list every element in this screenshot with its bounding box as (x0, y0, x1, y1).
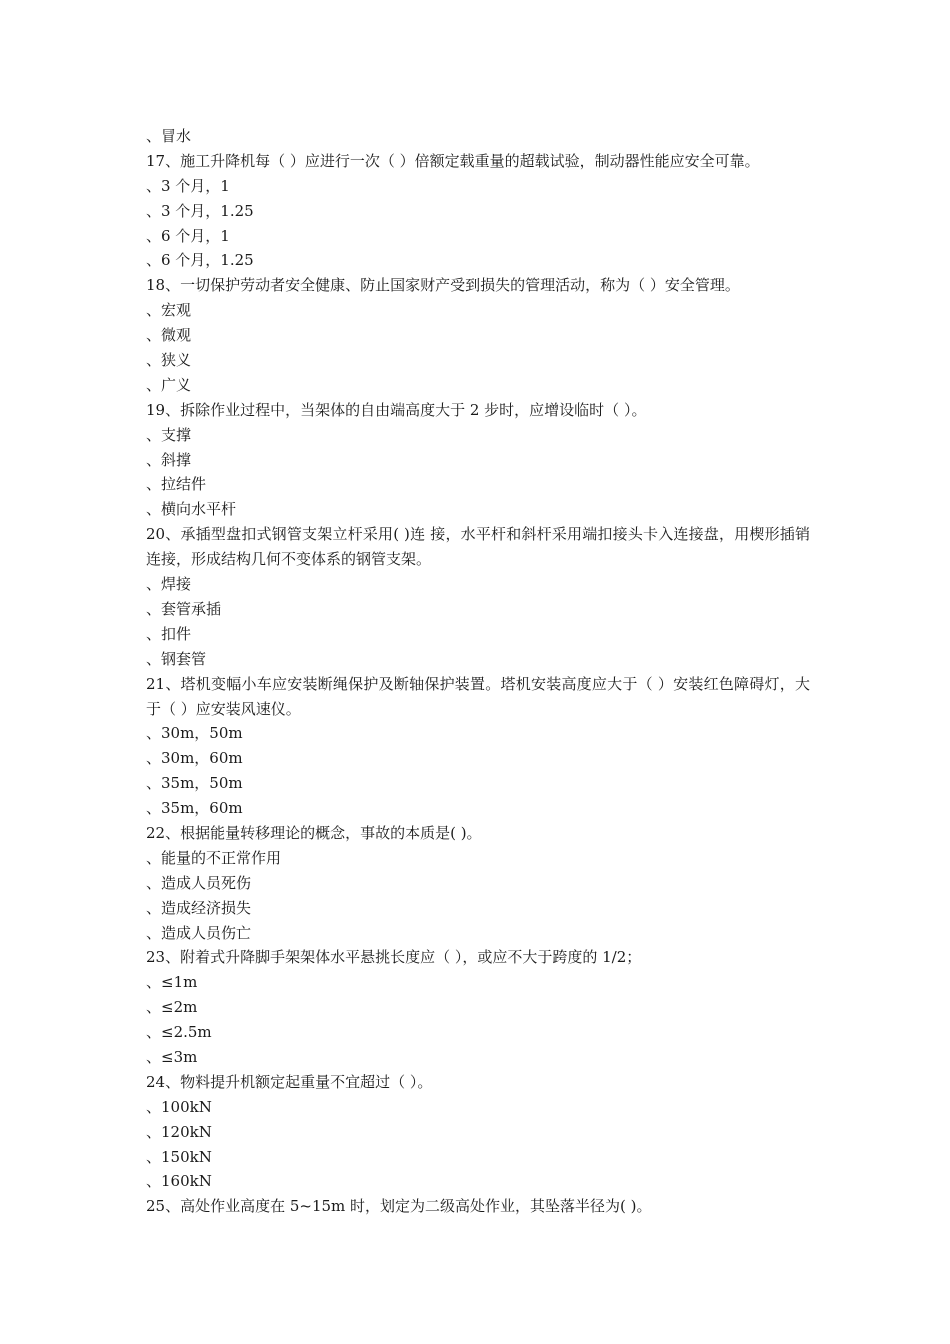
answer-option: 、3 个月，1.25 (146, 201, 254, 220)
answer-option: 、套管承插 (146, 599, 222, 618)
document-body (146, 124, 810, 1219)
answer-option: 、30m，60m (146, 749, 243, 768)
answer-option: 、造成人员伤亡 (146, 923, 252, 942)
answer-option: 、≤1m (146, 973, 198, 992)
question-text: 22、根据能量转移理论的概念，事故的本质是( )。 (146, 823, 482, 842)
answer-option: 、3 个月，1 (146, 176, 230, 195)
answer-option: 、冒水 (146, 127, 192, 145)
answer-option: 、横向水平杆 (146, 500, 237, 519)
answer-option: 、35m，50m (146, 774, 243, 793)
answer-option: 、≤3m (146, 1047, 198, 1066)
answer-option: 、30m，50m (146, 724, 243, 743)
answer-option: 、焊接 (146, 575, 192, 594)
question-text: 20、承插型盘扣式钢管支架立杆采用( )连 接，水平杆和斜杆采用端扣接头卡入连接盘，用楔形插销连接，形成结构几何不变体系的钢管支架。 (146, 525, 810, 569)
question-text: 19、拆除作业过程中，当架体的自由端高度大于 2 步时，应增设临时（ ）。 (146, 400, 647, 419)
answer-option: 、100kN (146, 1097, 212, 1116)
answer-option: 、6 个月，1 (146, 226, 230, 245)
answer-option: 、广义 (146, 375, 192, 394)
answer-option: 、造成经济损失 (146, 898, 252, 917)
answer-option: 、拉结件 (146, 475, 207, 494)
question-text: 23、附着式升降脚手架架体水平悬挑长度应（ ），或应不大于跨度的 1/2； (146, 948, 642, 967)
answer-option: 、钢套管 (146, 649, 207, 668)
answer-option: 、120kN (146, 1122, 212, 1141)
answer-option: 、扣件 (146, 624, 192, 643)
answer-option: 、微观 (146, 326, 192, 345)
answer-option: 、≤2.5m (146, 1023, 212, 1042)
answer-option: 、35m，60m (146, 799, 243, 818)
answer-option: 、宏观 (146, 301, 192, 320)
answer-option: 、斜撑 (146, 450, 192, 469)
question-text: 21、塔机变幅小车应安装断绳保护及断轴保护装置。塔机安装高度应大于（ ）安装红色障碍灯，大于（ ）应安装风速仪。 (146, 674, 810, 718)
question-text: 18、一切保护劳动者安全健康、防止国家财产受到损失的管理活动，称为（ ）安全管理。 (146, 276, 740, 295)
answer-option: 、狭义 (146, 351, 192, 370)
answer-option: 、能量的不正常作用 (146, 848, 282, 867)
answer-option: 、6 个月，1.25 (146, 251, 254, 270)
answer-option: 、160kN (146, 1172, 212, 1191)
question-text: 25、高处作业高度在 5~15m 时，划定为二级高处作业，其坠落半径为( )。 (146, 1197, 652, 1216)
answer-option: 、造成人员死伤 (146, 873, 252, 892)
answer-option: 、≤2m (146, 998, 198, 1017)
answer-option: 、支撑 (146, 425, 192, 444)
question-text: 17、施工升降机每（ ）应进行一次（ ）倍额定载重量的超载试验，制动器性能应安全可靠。 (146, 151, 760, 170)
question-text: 24、物料提升机额定起重量不宜超过（ ）。 (146, 1072, 433, 1091)
answer-option: 、150kN (146, 1147, 212, 1166)
